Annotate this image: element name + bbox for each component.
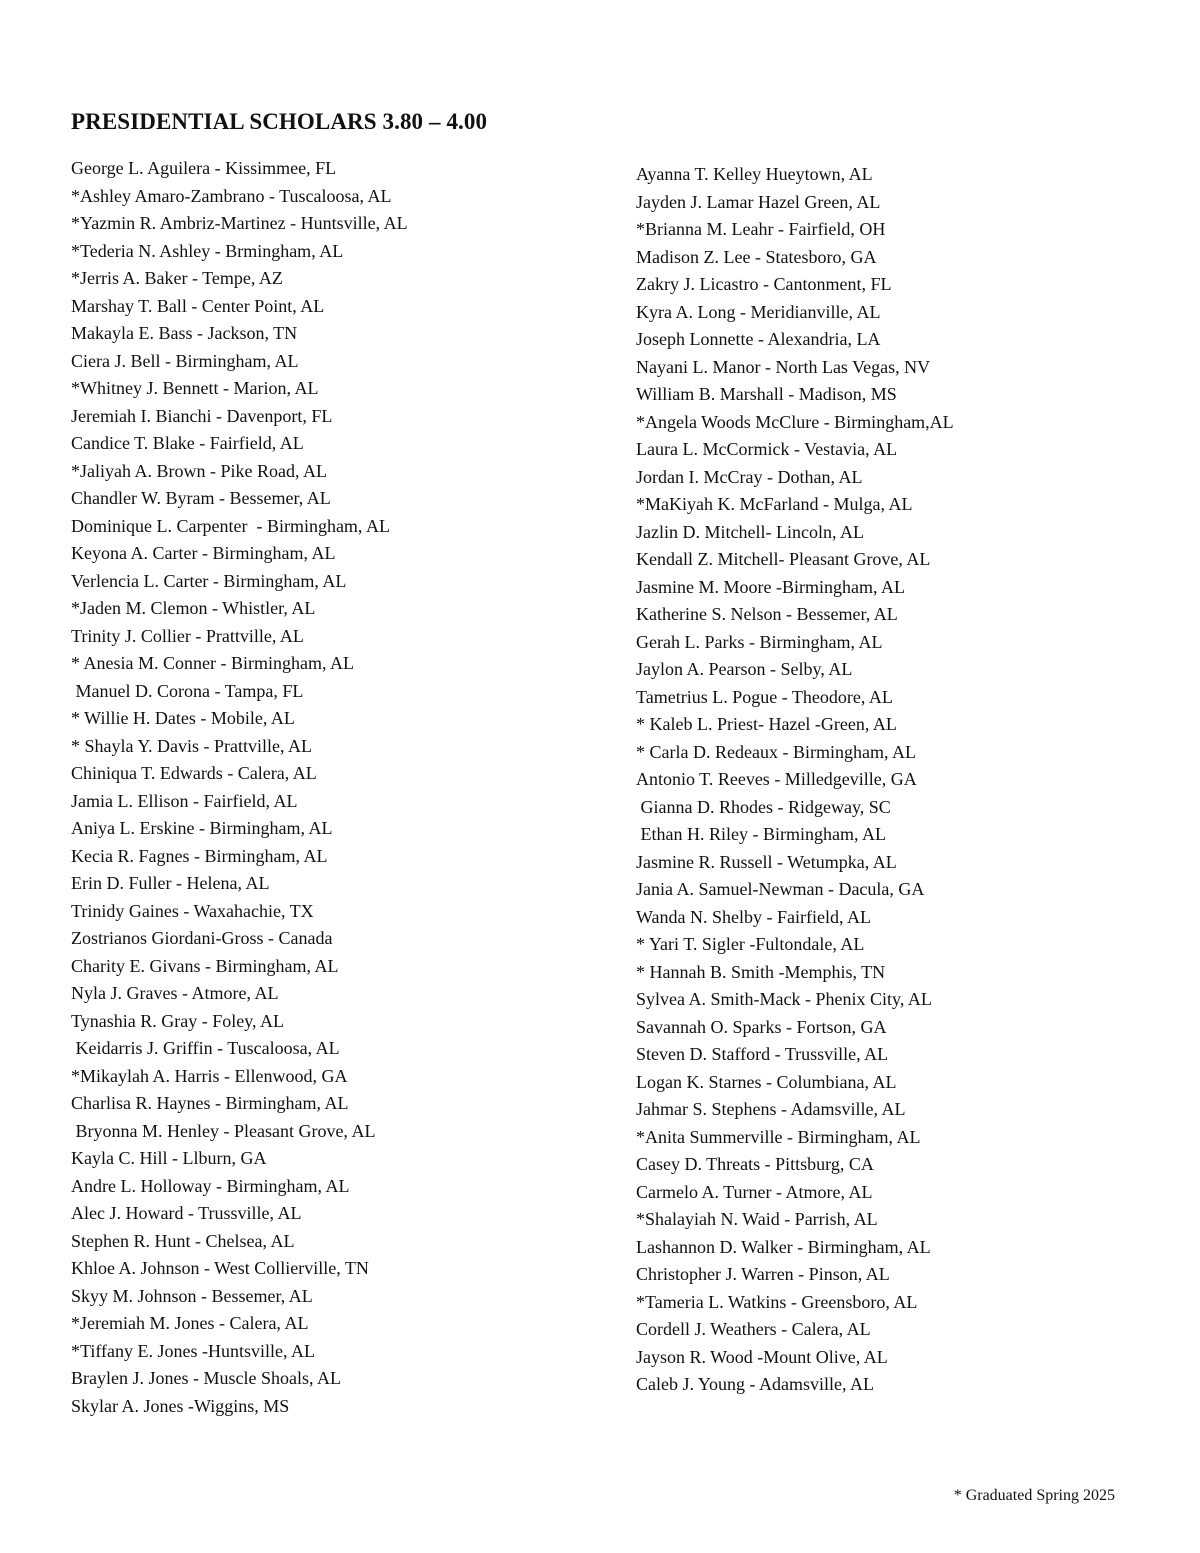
scholar-list-item: Kyra A. Long - Meridianville, AL [636, 301, 881, 322]
scholar-list-item: Verlencia L. Carter - Birmingham, AL [71, 570, 347, 591]
scholar-list-item: Jazlin D. Mitchell- Lincoln, AL [636, 521, 864, 542]
scholar-list-item: Jeremiah I. Bianchi - Davenport, FL [71, 405, 333, 426]
scholar-list-item: Chandler W. Byram - Bessemer, AL [71, 488, 331, 508]
scholar-list-item: Madison Z. Lee - Statesboro, GA [636, 246, 877, 267]
scholar-list-item: *Whitney J. Bennett - Marion, AL [71, 378, 319, 398]
scholar-list-item: Christopher J. Warren - Pinson, AL [636, 1264, 890, 1284]
scholar-list-item: Laura L. McCormick - Vestavia, AL [636, 439, 898, 459]
scholar-list-left-column [71, 155, 408, 1420]
scholar-list-item: *MaKiyah K. McFarland - Mulga, AL [636, 494, 913, 514]
scholar-list-item: *Yazmin R. Ambriz-Martinez - Huntsville, AL [71, 213, 408, 233]
scholar-list-item: Trinidy Gaines - Waxahachie, TX [71, 900, 314, 921]
scholar-list-item: Logan K. Starnes - Columbiana, AL [636, 1071, 897, 1092]
scholar-list-item: *Mikaylah A. Harris - Ellenwood, GA [71, 1065, 348, 1086]
scholar-list-item: Ayanna T. Kelley Hueytown, AL [636, 164, 873, 184]
scholar-list-item: Tametrius L. Pogue - Theodore, AL [636, 686, 893, 707]
scholar-list-item: Ethan H. Riley - Birmingham, AL [636, 824, 886, 844]
scholar-list-item: Carmelo A. Turner - Atmore, AL [636, 1181, 873, 1202]
scholar-list-item: Erin D. Fuller - Helena, AL [71, 873, 270, 893]
scholar-list-item: Savannah O. Sparks - Fortson, GA [636, 1016, 887, 1037]
scholar-list-item: Antonio T. Reeves - Milledgeville, GA [636, 769, 917, 789]
scholar-list-item: * Yari T. Sigler -Fultondale, AL [636, 934, 865, 954]
scholar-list-item: Kecia R. Fagnes - Birmingham, AL [71, 845, 328, 866]
scholar-list-item: George L. Aguilera - Kissimmee, FL [71, 158, 337, 178]
scholar-list-item: *Jaden M. Clemon - Whistler, AL [71, 598, 316, 618]
scholar-list-item: * Hannah B. Smith -Memphis, TN [636, 961, 886, 982]
scholar-list-item: *Tederia N. Ashley - Brmingham, AL [71, 240, 344, 261]
scholar-list-item: Makayla E. Bass - Jackson, TN [71, 323, 298, 343]
scholar-list-item: Alec J. Howard - Trussville, AL [71, 1203, 302, 1223]
scholar-list-item: Khloe A. Johnson - West Collierville, TN [71, 1258, 369, 1278]
scholar-list-item: *Jerris A. Baker - Tempe, AZ [71, 268, 283, 288]
scholar-list-item: Stephen R. Hunt - Chelsea, AL [71, 1230, 295, 1251]
scholar-list-item: Sylvea A. Smith-Mack - Phenix City, AL [636, 989, 932, 1009]
scholar-list-item: Jaylon A. Pearson - Selby, AL [636, 659, 853, 679]
scholar-list-item: * Shayla Y. Davis - Prattville, AL [71, 735, 312, 756]
scholar-list-item: Ciera J. Bell - Birmingham, AL [71, 350, 299, 371]
scholar-list-item: Skylar A. Jones -Wiggins, MS [71, 1395, 290, 1416]
scholar-list-item: Aniya L. Erskine - Birmingham, AL [71, 818, 333, 838]
scholar-list-item: Keyona A. Carter - Birmingham, AL [71, 543, 336, 563]
scholar-list-item: Manuel D. Corona - Tampa, FL [71, 680, 304, 701]
scholar-list-item: * Carla D. Redeaux - Birmingham, AL [636, 741, 916, 762]
scholar-list-item: Jania A. Samuel-Newman - Dacula, GA [636, 879, 925, 899]
scholar-list-item: Katherine S. Nelson - Bessemer, AL [636, 604, 898, 624]
scholar-list-item: Cordell J. Weathers - Calera, AL [636, 1319, 871, 1339]
scholar-list-item: Jayden J. Lamar Hazel Green, AL [636, 191, 881, 212]
scholar-list-item: Charlisa R. Haynes - Birmingham, AL [71, 1093, 349, 1113]
scholar-list-item: *Shalayiah N. Waid - Parrish, AL [636, 1209, 878, 1229]
scholar-list-item: Marshay T. Ball - Center Point, AL [71, 295, 325, 316]
scholar-list-item: * Anesia M. Conner - Birmingham, AL [71, 653, 354, 673]
scholar-list-item: Jayson R. Wood -Mount Olive, AL [636, 1346, 888, 1367]
scholar-list-item: Jasmine R. Russell - Wetumpka, AL [636, 851, 897, 872]
scholar-list-item: William B. Marshall - Madison, MS [636, 384, 897, 404]
scholar-list-item: *Tiffany E. Jones -Huntsville, AL [71, 1340, 316, 1361]
graduation-footnote: * Graduated Spring 2025 [953, 1487, 1115, 1504]
scholar-list-item: Jasmine M. Moore -Birmingham, AL [636, 576, 905, 597]
scholar-list-item: Chiniqua T. Edwards - Calera, AL [71, 763, 317, 783]
scholar-list-item: Lashannon D. Walker - Birmingham, AL [636, 1236, 931, 1257]
scholar-list-item: Caleb J. Young - Adamsville, AL [636, 1374, 875, 1394]
scholar-list-item: Keidarris J. Griffin - Tuscaloosa, AL [71, 1038, 340, 1058]
scholar-list-item: Bryonna M. Henley - Pleasant Grove, AL [71, 1120, 376, 1141]
scholar-list-item: Zostrianos Giordani-Gross - Canada [71, 928, 333, 948]
scholar-list-item: *Brianna M. Leahr - Fairfield, OH [636, 219, 886, 239]
scholar-list-item: Braylen J. Jones - Muscle Shoals, AL [71, 1368, 341, 1388]
scholar-list-item: * Kaleb L. Priest- Hazel -Green, AL [636, 714, 897, 734]
scholar-list-item: *Tameria L. Watkins - Greensboro, AL [636, 1291, 918, 1312]
scholar-list-item: Joseph Lonnette - Alexandria, LA [636, 329, 881, 349]
scholar-list-item: Tynashia R. Gray - Foley, AL [71, 1010, 285, 1031]
page-title: PRESIDENTIAL SCHOLARS 3.80 – 4.00 [71, 109, 488, 135]
scholar-list-item: Gerah L. Parks - Birmingham, AL [636, 631, 883, 652]
scholar-list-item: Dominique L. Carpenter - Birmingham, AL [71, 515, 390, 536]
scholar-list-item: Nyla J. Graves - Atmore, AL [71, 983, 279, 1003]
scholar-list-item: *Jaliyah A. Brown - Pike Road, AL [71, 460, 327, 481]
scholar-list-item: Gianna D. Rhodes - Ridgeway, SC [636, 796, 891, 817]
scholar-list-item: * Willie H. Dates - Mobile, AL [71, 708, 295, 728]
scholar-list-item: Candice T. Blake - Fairfield, AL [71, 433, 304, 453]
scholar-list-item: Jamia L. Ellison - Fairfield, AL [71, 790, 298, 811]
scholar-list-item: Kayla C. Hill - Llburn, GA [71, 1148, 267, 1168]
scholar-list-item: Steven D. Stafford - Trussville, AL [636, 1044, 889, 1064]
scholar-list-item: Jordan I. McCray - Dothan, AL [636, 466, 863, 487]
scholar-list-item: Charity E. Givans - Birmingham, AL [71, 955, 339, 976]
scholar-list-item: Zakry J. Licastro - Cantonment, FL [636, 274, 892, 294]
scholar-list-item: Kendall Z. Mitchell- Pleasant Grove, AL [636, 549, 931, 569]
scholar-list-item: Andre L. Holloway - Birmingham, AL [71, 1175, 350, 1196]
scholar-list-item: Wanda N. Shelby - Fairfield, AL [636, 906, 872, 927]
scholar-list-item: *Ashley Amaro-Zambrano - Tuscaloosa, AL [71, 185, 392, 206]
scholar-list-item: *Angela Woods McClure - Birmingham,AL [636, 411, 954, 432]
scholar-list-item: *Anita Summerville - Birmingham, AL [636, 1126, 921, 1147]
scholar-list-right-column [636, 161, 954, 1399]
scholar-list-item: *Jeremiah M. Jones - Calera, AL [71, 1313, 309, 1333]
scholar-list-item: Skyy M. Johnson - Bessemer, AL [71, 1285, 313, 1306]
scholar-list-item: Nayani L. Manor - North Las Vegas, NV [636, 356, 931, 377]
scholar-list-item: Casey D. Threats - Pittsburg, CA [636, 1154, 874, 1174]
scholar-list-item: Jahmar S. Stephens - Adamsville, AL [636, 1099, 906, 1119]
scholar-list-item: Trinity J. Collier - Prattville, AL [71, 625, 304, 646]
